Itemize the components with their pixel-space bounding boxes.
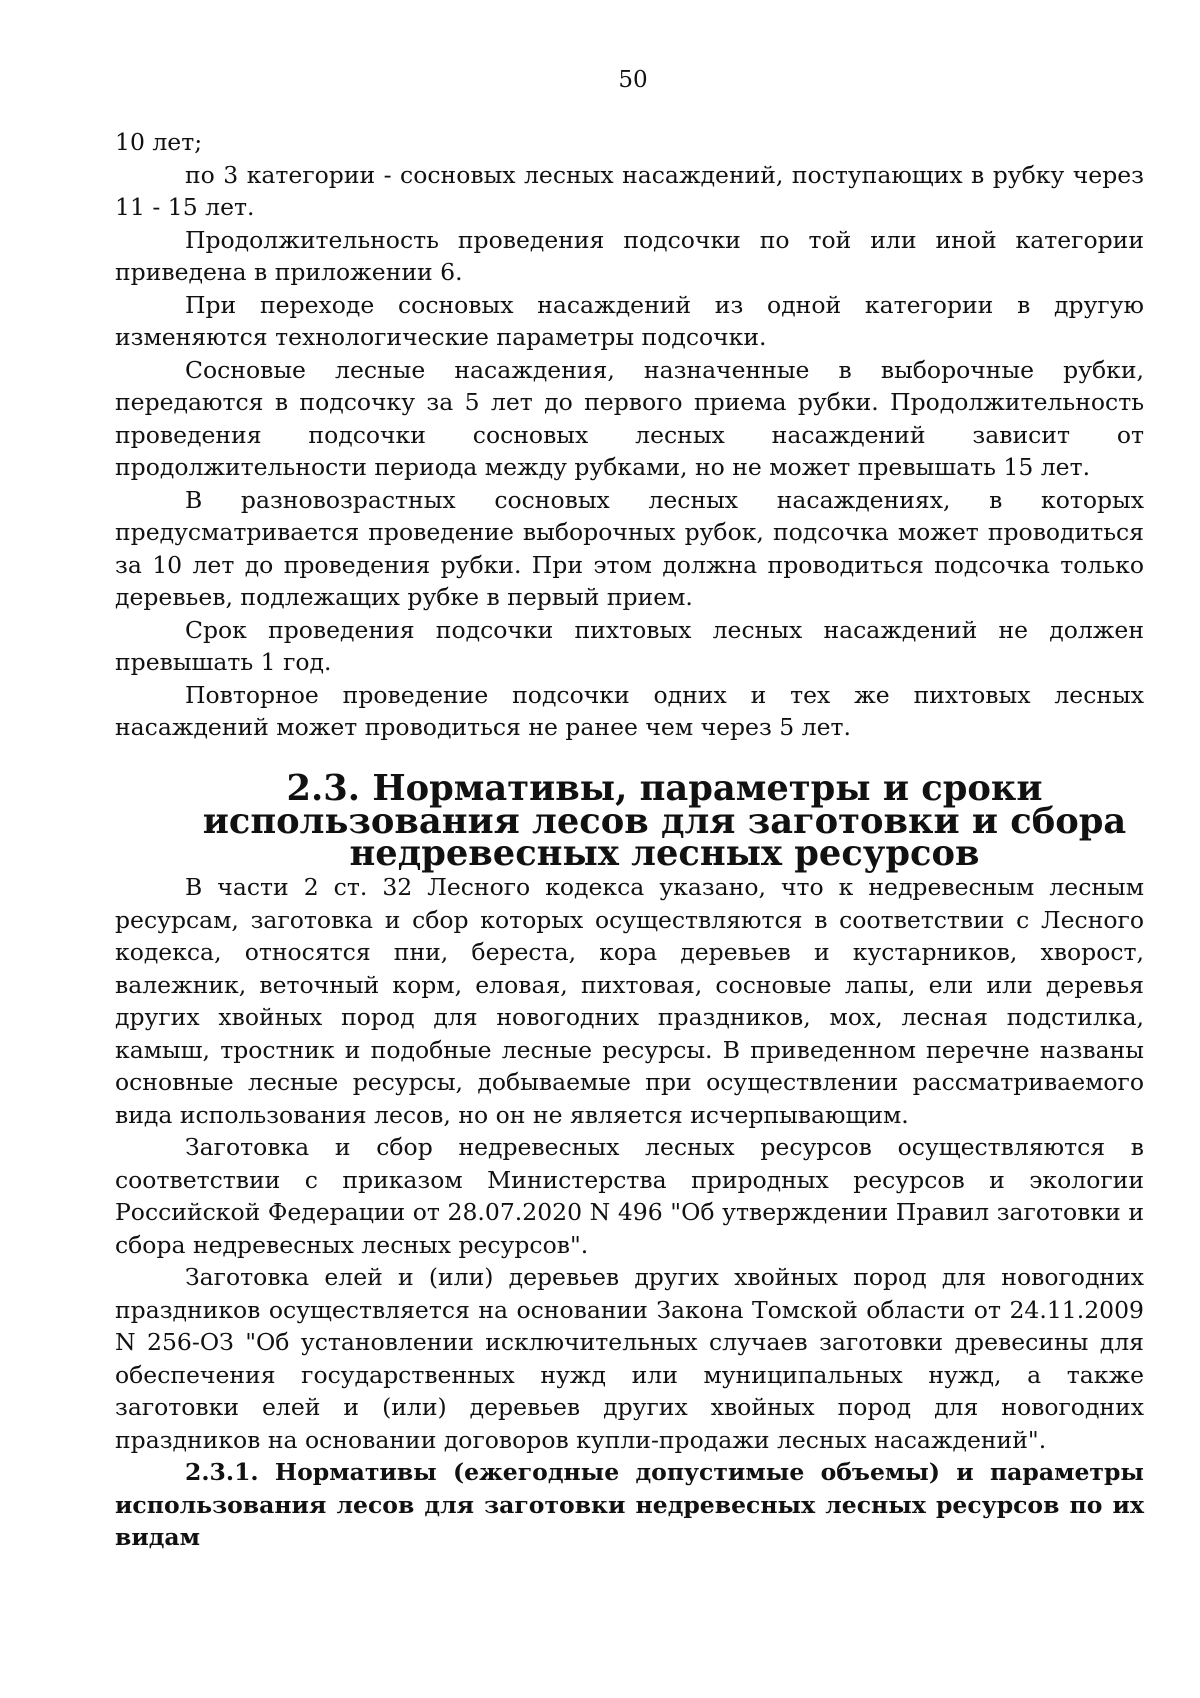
paragraph: Сосновые лесные насаждения, назначенные в выборочные рубки, передаются в подсочку за 5 лет до первого приема рубки. Продолжительность проведения подсочки сосновых лесных насаждений зависит от продолжительности периода между рубками, но не может превышать 15 лет.: [115, 355, 1144, 481]
subsection-heading: 2.3.1. Нормативы (ежегодные допустимые объемы) и параметры использования лесов для заготовки недревесных лесных ресурсов по их видам: [115, 1458, 1144, 1551]
bottom-paragraphs: [115, 871, 1144, 1554]
paragraph: Повторное проведение подсочки одних и тех же пихтовых лесных насаждений может проводиться не ранее чем через 5 лет.: [115, 680, 1144, 741]
paragraph: В разновозрастных сосновых лесных насаждениях, в которых предусматривается проведение выборочных рубок, подсочка может проводиться за 10 лет до проведения рубки. При этом должна проводиться подсочка только деревьев, подлежащих рубке в первый прием.: [115, 485, 1144, 611]
paragraph: Заготовка и сбор недревесных лесных ресурсов осуществляются в соответствии с приказом Министерства природных ресурсов и экологии Российской Федерации от 28.07.2020 N 496 "Об утверждении Правил заготовки и сбора недревесных лесных ресурсов".: [115, 1133, 1144, 1259]
paragraph: Заготовка елей и (или) деревьев других хвойных пород для новогодних праздников осуществляется на основании Закона Томской области от 24.11.2009 N 256-ОЗ "Об установлении исключительных случаев заготовки древесины для обеспечения государственных нужд или муниципальных нужд, а также заготовки елей и (или) деревьев других хвойных пород для новогодних праздников на основании договоров купли-продажи лесных насаждений".: [115, 1263, 1144, 1454]
top-paragraphs: [115, 126, 1144, 744]
paragraph: по 3 категории - сосновых лесных насаждений, поступающих в рубку через 11 - 15 лет.: [115, 160, 1144, 221]
paragraph: Срок проведения подсочки пихтовых лесных насаждений не должен превышать 1 год.: [115, 615, 1144, 676]
paragraph: При переходе сосновых насаждений из одной категории в другую изменяются технологические параметры подсочки.: [115, 290, 1144, 351]
page-number: 50: [618, 67, 648, 93]
paragraph: Продолжительность проведения подсочки по той или иной категории приведена в приложении 6.: [115, 225, 1144, 286]
paragraph: 10 лет;: [115, 128, 203, 156]
section-heading: 2.3. Нормативы, параметры и сроки использования лесов для заготовки и сбора недревесных лесных ресурсов: [202, 768, 1127, 874]
paragraph: В части 2 ст. 32 Лесного кодекса указано, что к недревесным лесным ресурсам, заготовка и сбор которых осуществляются в соответствии с Лесного кодекса, относятся пни, береста, кора деревьев и кустарников, хворост, валежник, веточный корм, еловая, пихтовая, сосновые лапы, ели или деревья других хвойных пород для новогодних праздников, мох, лесная подстилка, камыш, тростник и подобные лесные ресурсы. В приведенном перечне названы основные лесные ресурсы, добываемые при осуществлении рассматриваемого вида использования лесов, но он не является исчерпывающим.: [115, 873, 1144, 1129]
